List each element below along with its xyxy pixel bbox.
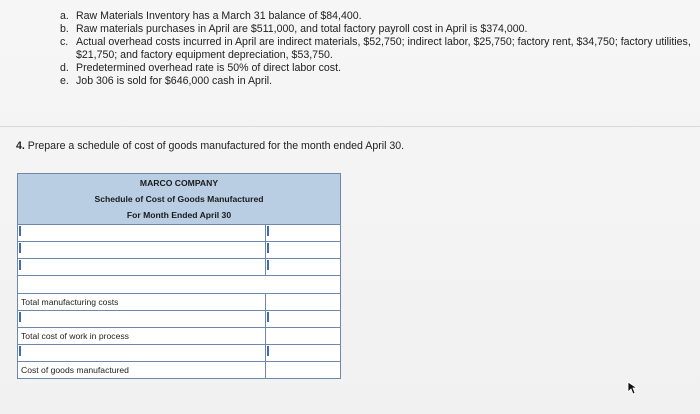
schedule-row[interactable] (17, 225, 341, 242)
row-amount-input[interactable] (266, 328, 340, 344)
problem-item-b: b. Raw materials purchases in April are $511,000, and total factory payroll cost in April is $374,000. (60, 23, 528, 35)
cost-of-goods-manufactured-row (17, 362, 341, 379)
cogm-schedule-table (17, 173, 341, 379)
row-label: Cost of goods manufactured (18, 362, 266, 378)
schedule-row[interactable] (17, 259, 341, 276)
problem-list (60, 10, 695, 88)
schedule-row[interactable] (17, 242, 341, 259)
company-name: MARCO COMPANY (139, 178, 219, 188)
problem-item-a: a. Raw Materials Inventory has a March 31 balance of $84,400. (60, 10, 362, 22)
row-amount-input[interactable] (266, 225, 340, 241)
mouse-cursor-icon (627, 381, 639, 395)
question-number: 4. (16, 140, 25, 152)
row-amount-input[interactable] (266, 242, 340, 258)
problem-item-c: c. Actual overhead costs incurred in April are indirect materials, $52,750; indirect labor, $25,750; factory rent, $34,750; factory utilities, $21,750; and factory equipment depreciation, $53,750. (60, 36, 691, 61)
row-label-input[interactable] (18, 225, 266, 241)
row-label-input[interactable] (18, 242, 266, 258)
total-manufacturing-costs-row (17, 294, 341, 311)
question-text: Prepare a schedule of cost of goods manufactured for the month ended April 30. (27, 140, 405, 152)
schedule-spacer (17, 276, 341, 294)
row-amount-input[interactable] (266, 311, 340, 327)
schedule-title: Schedule of Cost of Goods Manufactured (94, 194, 264, 204)
section-divider (0, 126, 700, 127)
row-label-input[interactable] (18, 345, 266, 361)
row-label-input[interactable] (18, 259, 266, 275)
row-label: Total cost of work in process (18, 328, 266, 344)
row-label: Total manufacturing costs (18, 294, 266, 310)
row-amount-input[interactable] (266, 345, 340, 361)
row-amount-input[interactable] (266, 259, 340, 275)
schedule-period: For Month Ended April 30 (126, 210, 232, 220)
problem-item-e: e. Job 306 is sold for $646,000 cash in April. (60, 75, 273, 87)
question-prompt (16, 140, 404, 152)
problem-item-d: d. Predetermined overhead rate is 50% of direct labor cost. (60, 62, 341, 74)
row-amount-input[interactable] (266, 294, 340, 310)
total-cost-work-in-process-row (17, 328, 341, 345)
row-amount-input[interactable] (266, 362, 340, 378)
schedule-row[interactable] (17, 311, 341, 328)
schedule-header (17, 173, 341, 225)
row-label-input[interactable] (18, 311, 266, 327)
schedule-row[interactable] (17, 345, 341, 362)
